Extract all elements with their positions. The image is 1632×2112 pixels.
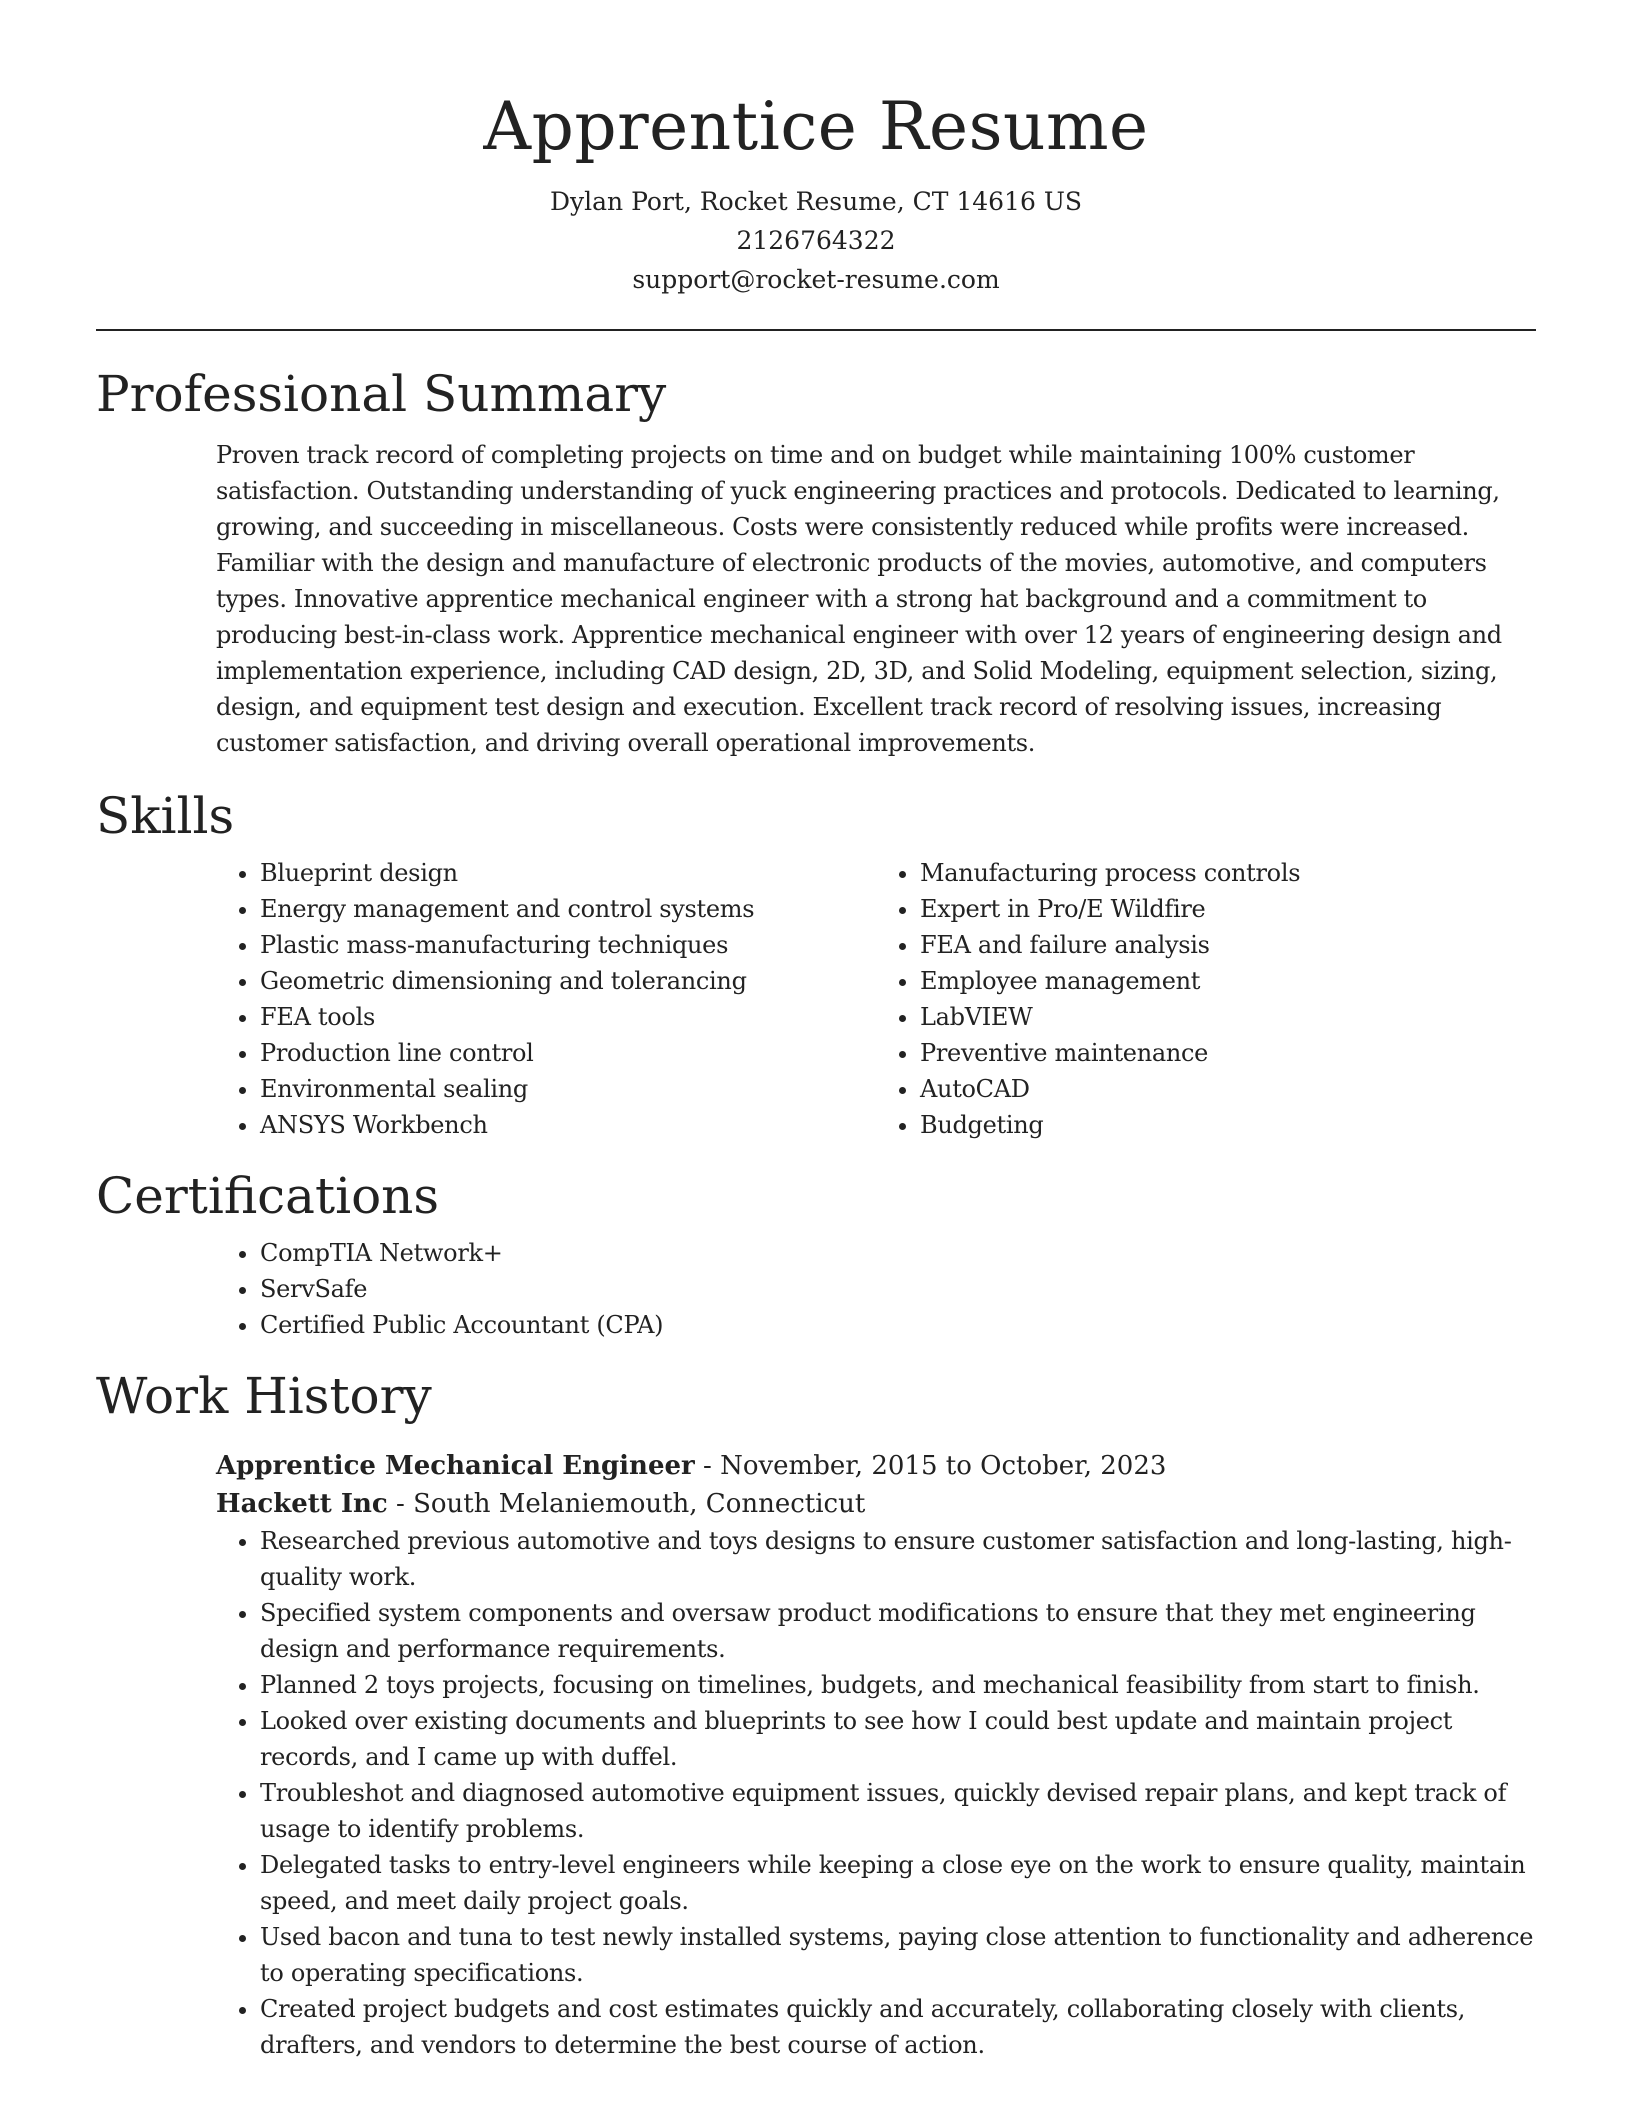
skill-item: • Expert in Pro/E Wildfire xyxy=(920,891,1536,927)
skill-item: • AutoCAD xyxy=(920,1071,1536,1107)
job-bullet: • Delegated tasks to entry-level engineers while keeping a close eye on the work to ensure quality, maintain speed, and meet daily project goals. xyxy=(260,1847,1536,1919)
skill-item: • Plastic mass-manufacturing techniques xyxy=(260,927,876,963)
skill-item: • Budgeting xyxy=(920,1107,1536,1143)
job-bullet: • Planned 2 toys projects, focusing on timelines, budgets, and mechanical feasibility from start to finish. xyxy=(260,1667,1536,1703)
job-company-line xyxy=(216,1485,1536,1523)
job-bullets xyxy=(216,1523,1536,2063)
skill-item: • Manufacturing process controls xyxy=(920,855,1536,891)
job-entry xyxy=(216,1447,1536,2063)
contact-email: support@rocket-resume.com xyxy=(632,265,1000,294)
job-company: Hackett Inc xyxy=(216,1489,388,1519)
job-bullet: • Created project budgets and cost estimates quickly and accurately, collaborating closely with clients, drafters, and vendors to determine the best course of action. xyxy=(260,1991,1536,2063)
skill-item: • FEA and failure analysis xyxy=(920,927,1536,963)
skills-column-right xyxy=(876,855,1536,1143)
skill-item: • Blueprint design xyxy=(260,855,876,891)
header-divider xyxy=(96,329,1536,331)
contact-phone: 2126764322 xyxy=(736,226,896,255)
skill-item: • Geometric dimensioning and tolerancing xyxy=(260,963,876,999)
summary-text: Proven track record of completing projects on time and on budget while maintaining 100% customer satisfaction. Outstanding understanding of yuck engineering practices and protocols. Dedicated to learning, growing, and succeeding in miscellaneous. Costs were consistently reduced while profits were increased. Familiar with the design and manufacture of electronic products of the movies, automotive, and computers types. Innovative apprentice mechanical engineer with a strong hat background and a commitment to producing best-in-class work. Apprentice mechanical engineer with over 12 years of engineering design and implementation experience, including CAD design, 2D, 3D, and Solid Modeling, equipment selection, sizing, design, and equipment test design and execution. Excellent track record of resolving issues, increasing customer satisfaction, and driving overall operational improvements. xyxy=(216,441,1502,757)
certifications-list xyxy=(216,1235,1536,1343)
resume-header xyxy=(96,0,1536,299)
skill-item: • Preventive maintenance xyxy=(920,1035,1536,1071)
certification-item: • CompTIA Network+ xyxy=(260,1235,1536,1271)
skill-item: • LabVIEW xyxy=(920,999,1536,1035)
skill-item: • Employee management xyxy=(920,963,1536,999)
skills-column-left xyxy=(216,855,876,1143)
job-bullet: • Used bacon and tuna to test newly installed systems, paying close attention to functionality and adherence to operating specifications. xyxy=(260,1919,1536,1991)
section-title-work-history: Work History xyxy=(96,1367,432,1425)
job-dates: - November, 2015 to October, 2023 xyxy=(694,1451,1167,1481)
section-title-skills: Skills xyxy=(96,787,235,845)
contact-block xyxy=(96,182,1536,299)
job-role-line xyxy=(216,1447,1536,1485)
section-title-summary: Professional Summary xyxy=(96,365,667,423)
certification-item: • ServSafe xyxy=(260,1271,1536,1307)
skill-item: • ANSYS Workbench xyxy=(260,1107,876,1143)
job-location: - South Melaniemouth, Connecticut xyxy=(387,1489,866,1519)
skill-item: • Production line control xyxy=(260,1035,876,1071)
job-bullet: • Researched previous automotive and toys designs to ensure customer satisfaction and long-lasting, high-quality work. xyxy=(260,1523,1536,1595)
certifications-bullets xyxy=(216,1235,1536,1343)
skill-item: • FEA tools xyxy=(260,999,876,1035)
contact-address: Dylan Port, Rocket Resume, CT 14616 US xyxy=(549,187,1083,216)
job-role: Apprentice Mechanical Engineer xyxy=(216,1451,695,1481)
job-bullet: • Looked over existing documents and blueprints to see how I could best update and maintain project records, and I came up with duffel. xyxy=(260,1703,1536,1775)
section-title-certifications: Certifications xyxy=(96,1167,440,1225)
job-bullet: • Troubleshot and diagnosed automotive equipment issues, quickly devised repair plans, and kept track of usage to identify problems. xyxy=(260,1775,1536,1847)
skill-item: • Energy management and control systems xyxy=(260,891,876,927)
job-bullet: • Specified system components and oversaw product modifications to ensure that they met engineering design and performance requirements. xyxy=(260,1595,1536,1667)
skills-list xyxy=(216,855,1536,1143)
certification-item: • Certified Public Accountant (CPA) xyxy=(260,1307,1536,1343)
skill-item: • Environmental sealing xyxy=(260,1071,876,1107)
resume-title: Apprentice Resume xyxy=(483,88,1149,165)
